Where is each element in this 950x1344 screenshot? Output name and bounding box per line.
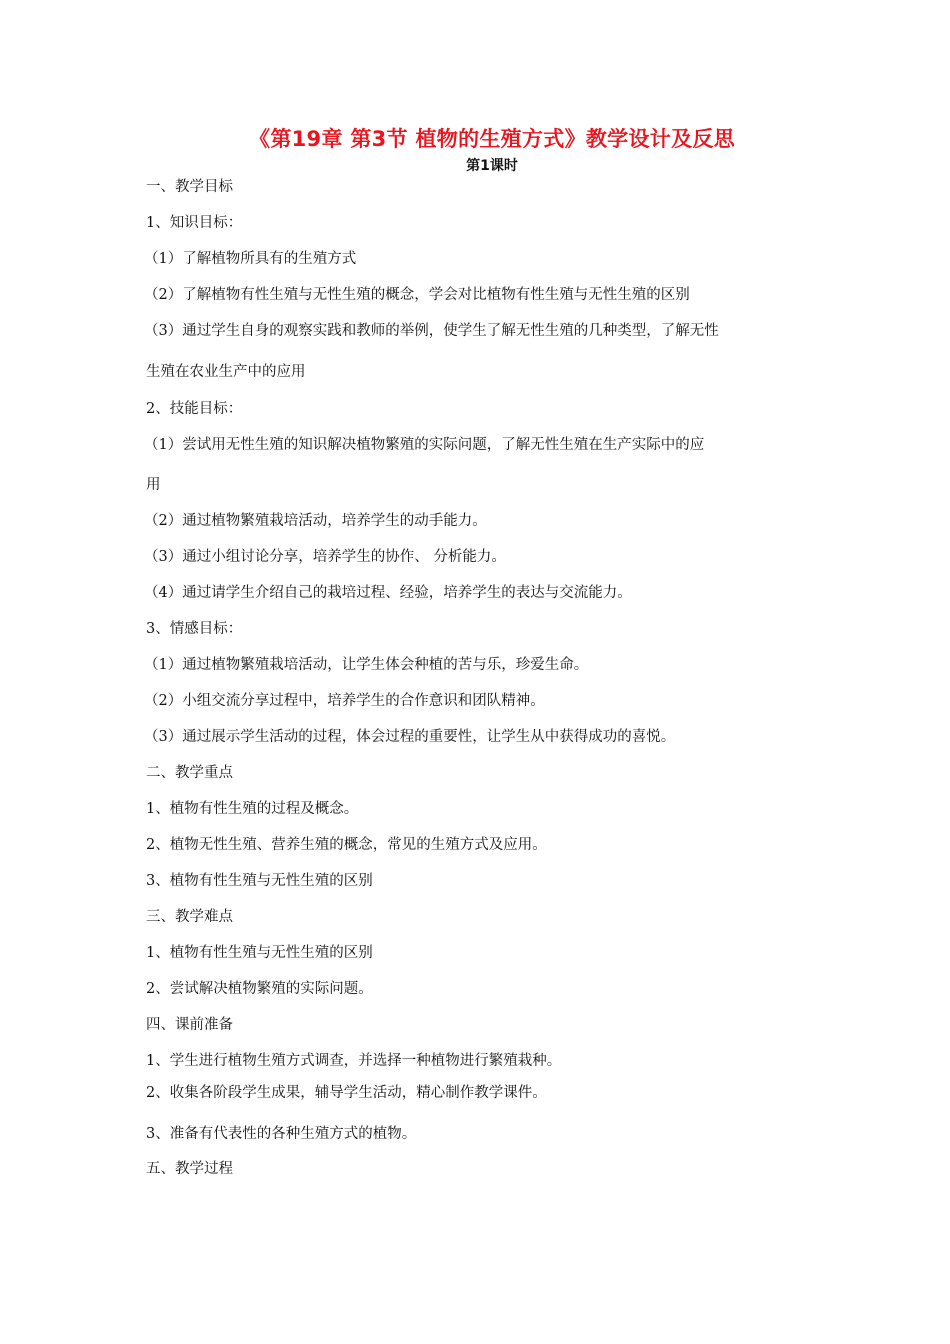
text-line: （1）了解植物所具有的生殖方式 — [144, 251, 357, 267]
text-line: 2、植物无性生殖、营养生殖的概念，常见的生殖方式及应用。 — [146, 837, 547, 853]
text-line: 生殖在农业生产中的应用 — [146, 364, 306, 380]
text-line: 1、植物有性生殖与无性生殖的区别 — [146, 945, 373, 961]
text-line: （3）通过小组讨论分享，培养学生的协作、 分析能力。 — [144, 549, 506, 565]
text-line: 3、准备有代表性的各种生殖方式的植物。 — [146, 1126, 417, 1142]
text-line: （2）了解植物有性生殖与无性生殖的概念，学会对比植物有性生殖与无性生殖的区别 — [144, 287, 690, 303]
subsection-heading: 2、技能目标： — [146, 401, 243, 417]
section-heading: 二、教学重点 — [146, 765, 233, 781]
text-line: 2、收集各阶段学生成果，辅导学生活动，精心制作教学课件。 — [146, 1085, 547, 1101]
text-line: 1、学生进行植物生殖方式调查，并选择一种植物进行繁殖栽种。 — [146, 1053, 562, 1069]
document-title: 《第19章 第3节 植物的生殖方式》教学设计及反思 — [249, 127, 735, 151]
text-line: （1）通过植物繁殖栽培活动，让学生体会种植的苦与乐，珍爱生命。 — [144, 657, 589, 673]
text-line: （2）小组交流分享过程中，培养学生的合作意识和团队精神。 — [144, 693, 545, 709]
document-subtitle: 第1课时 — [466, 158, 518, 174]
section-heading: 三、教学难点 — [146, 909, 233, 925]
section-heading: 四、课前准备 — [146, 1017, 233, 1033]
section-heading: 一、教学目标 — [146, 179, 233, 195]
section-heading: 五、教学过程 — [146, 1161, 233, 1177]
subsection-heading: 1、知识目标： — [146, 215, 243, 231]
text-line: 2、尝试解决植物繁殖的实际问题。 — [146, 981, 373, 997]
text-line: （3）通过展示学生活动的过程，体会过程的重要性，让学生从中获得成功的喜悦。 — [144, 729, 676, 745]
text-line: 1、植物有性生殖的过程及概念。 — [146, 801, 359, 817]
subsection-heading: 3、情感目标： — [146, 621, 243, 637]
text-line: （2）通过植物繁殖栽培活动，培养学生的动手能力。 — [144, 513, 487, 529]
text-line: （3）通过学生自身的观察实践和教师的举例，使学生了解无性生殖的几种类型，了解无性 — [144, 323, 719, 339]
text-line: 用 — [146, 477, 161, 493]
text-line: 3、植物有性生殖与无性生殖的区别 — [146, 873, 373, 889]
text-line: （4）通过请学生介绍自己的栽培过程、经验，培养学生的表达与交流能力。 — [144, 585, 632, 601]
text-line: （1）尝试用无性生殖的知识解决植物繁殖的实际问题，了解无性生殖在生产实际中的应 — [144, 437, 705, 453]
